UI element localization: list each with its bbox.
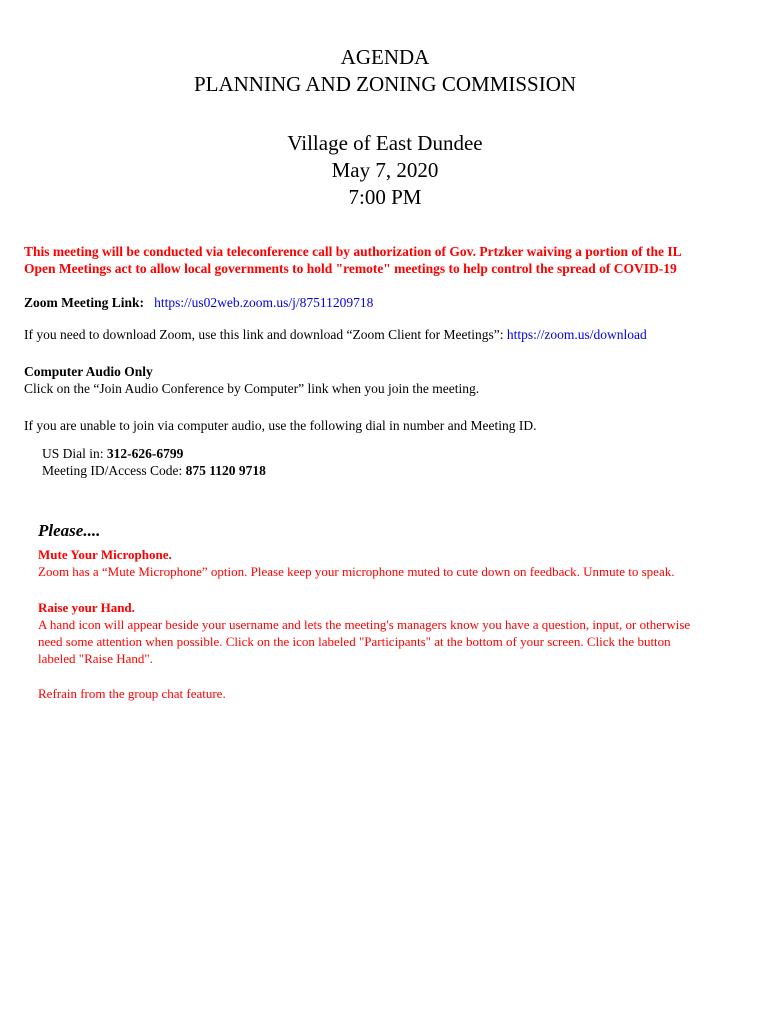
dial-in-row — [42, 445, 183, 462]
teleconference-notice — [24, 243, 754, 277]
zoom-download-text: If you need to download Zoom, use this link and download “Zoom Client for Meetings”: — [24, 327, 504, 342]
mute-text: Zoom has a “Mute Microphone” option. Please keep your microphone muted to cute down on feedback. Unmute to speak. — [38, 564, 675, 579]
zoom-link-label: Zoom Meeting Link: — [24, 295, 144, 310]
zoom-download-link[interactable]: https://zoom.us/download — [506, 327, 647, 342]
audio-heading: Computer Audio Only — [24, 364, 153, 379]
chat-note: Refrain from the group chat feature. — [38, 686, 226, 701]
mute-heading: Mute Your Microphone. — [38, 547, 172, 562]
raise-hand-section — [38, 599, 748, 667]
raise-hand-line-1: A hand icon will appear beside your username and lets the meeting's managers know you have a question, input, or otherwise — [38, 617, 691, 632]
dial-in-number: 312-626-6799 — [106, 446, 184, 461]
mute-section — [38, 546, 748, 580]
raise-hand-line-2: need some attention when possible. Click on the icon labeled "Participants" at the bottom of your screen. Click the button — [38, 634, 671, 649]
meeting-date: May 7, 2020 — [331, 158, 439, 182]
dial-in-label: US Dial in: — [42, 446, 104, 461]
meeting-time: 7:00 PM — [348, 185, 422, 209]
notice-line-2: Open Meetings act to allow local governments to hold "remote" meetings to help control the spread of COVID-19 — [24, 261, 677, 276]
raise-hand-line-3: labeled "Raise Hand". — [38, 651, 153, 666]
agenda-header — [0, 44, 770, 98]
dial-intro: If you are unable to join via computer audio, use the following dial in number and Meeting ID. — [24, 418, 537, 433]
meeting-info — [0, 130, 770, 211]
agenda-title: AGENDA — [340, 45, 430, 69]
notice-line-1: This meeting will be conducted via teleconference call by authorization of Gov. Prtzker waiving a portion of the IL — [24, 244, 682, 259]
zoom-link-row — [24, 294, 373, 311]
meeting-id-value: 875 1120 9718 — [185, 463, 266, 478]
zoom-download-row — [24, 326, 647, 343]
zoom-meeting-link[interactable]: https://us02web.zoom.us/j/87511209718 — [154, 295, 374, 310]
village-name: Village of East Dundee — [287, 131, 483, 155]
audio-instruction: Click on the “Join Audio Conference by Computer” link when you join the meeting. — [24, 381, 480, 396]
commission-name: PLANNING AND ZONING COMMISSION — [193, 72, 577, 96]
meeting-id-label: Meeting ID/Access Code: — [42, 463, 183, 478]
meeting-id-row — [42, 462, 266, 479]
raise-hand-heading: Raise your Hand. — [38, 600, 135, 615]
please-title: Please.... — [38, 521, 101, 540]
